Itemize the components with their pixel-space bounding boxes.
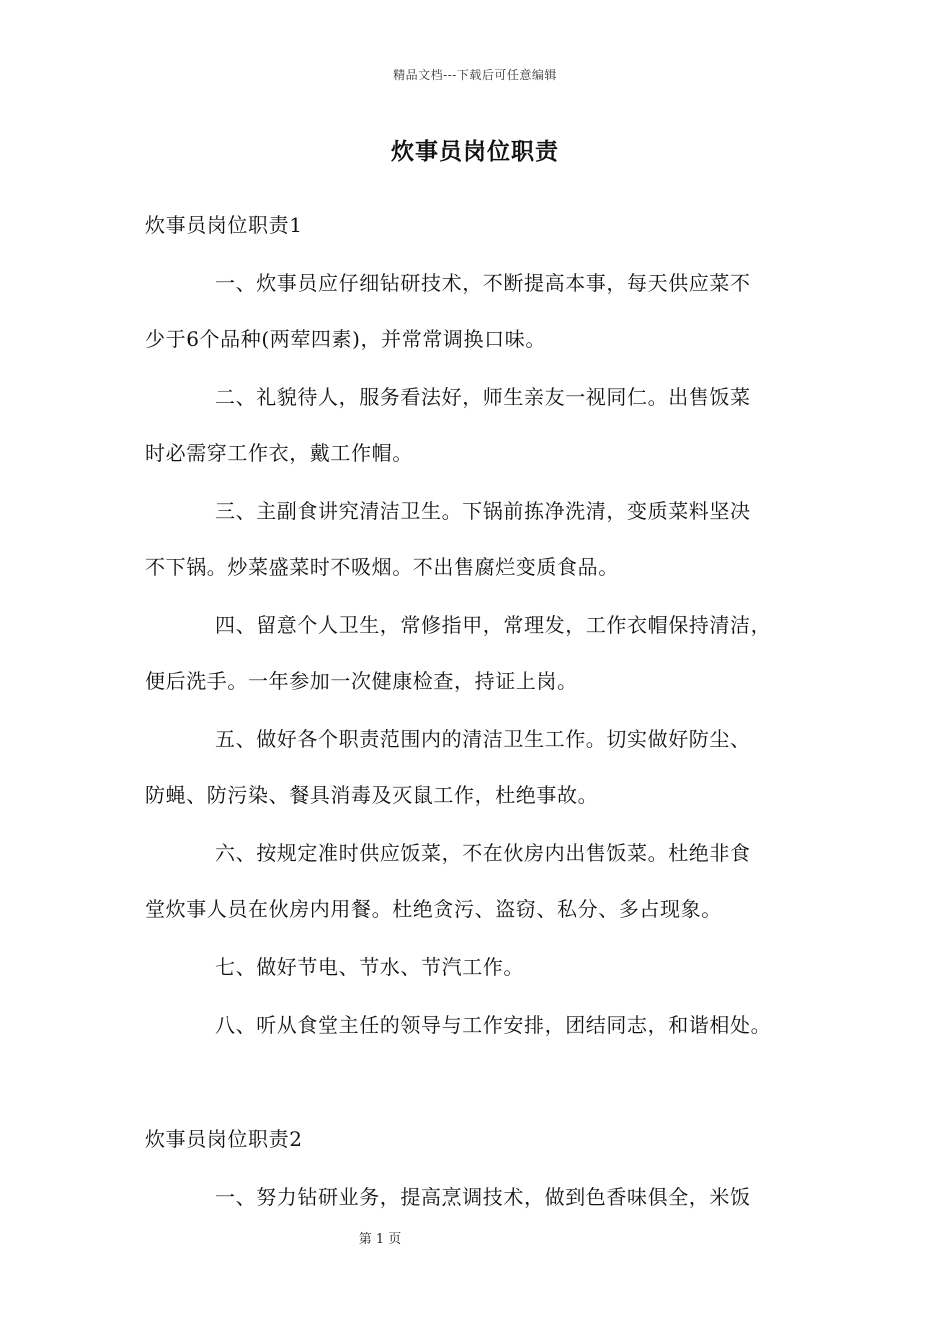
- section-heading-2: 炊事员岗位职责2: [145, 1127, 303, 1151]
- paragraph-line: 八、听从食堂主任的领导与工作安排，团结同志，和谐相处。: [215, 1013, 772, 1037]
- paragraph-line: 三、主副食讲究清洁卫生。下锅前拣净洗清，变质菜料坚决: [215, 499, 751, 523]
- paragraph-line: 时必需穿工作衣，戴工作帽。: [145, 441, 413, 465]
- paragraph-line: 少于6个品种(两荤四素)，并常常调换口味。: [145, 327, 546, 351]
- paragraph-line: 一、炊事员应仔细钻研技术，不断提高本事，每天供应菜不: [215, 271, 751, 295]
- paragraph-line: 六、按规定准时供应饭菜，不在伙房内出售饭菜。杜绝非食: [215, 841, 751, 865]
- paragraph-line: 不下锅。炒菜盛菜时不吸烟。不出售腐烂变质食品。: [145, 555, 619, 579]
- header-note: 精品文档---下载后可任意编辑: [393, 68, 557, 82]
- paragraph-line: 堂炊事人员在伙房内用餐。杜绝贪污、盗窃、私分、多占现象。: [145, 897, 722, 921]
- paragraph-line: 四、留意个人卫生，常修指甲，常理发，工作衣帽保持清洁，: [215, 613, 772, 637]
- paragraph-line: 二、礼貌待人，服务看法好，师生亲友一视同仁。出售饭菜: [215, 385, 751, 409]
- paragraph-line: 一、努力钻研业务，提高烹调技术，做到色香味俱全，米饭: [215, 1185, 751, 1209]
- paragraph-line: 防蝇、防污染、餐具消毒及灭鼠工作，杜绝事故。: [145, 783, 599, 807]
- section-heading-1: 炊事员岗位职责1: [145, 213, 303, 237]
- paragraph-line: 七、做好节电、节水、节汽工作。: [215, 955, 524, 979]
- document-title: 炊事员岗位职责: [391, 138, 559, 165]
- paragraph-line: 五、做好各个职责范围内的清洁卫生工作。切实做好防尘、: [215, 727, 751, 751]
- paragraph-line: 便后洗手。一年参加一次健康检查，持证上岗。: [145, 669, 578, 693]
- page-number: 第 1 页: [358, 1232, 402, 1247]
